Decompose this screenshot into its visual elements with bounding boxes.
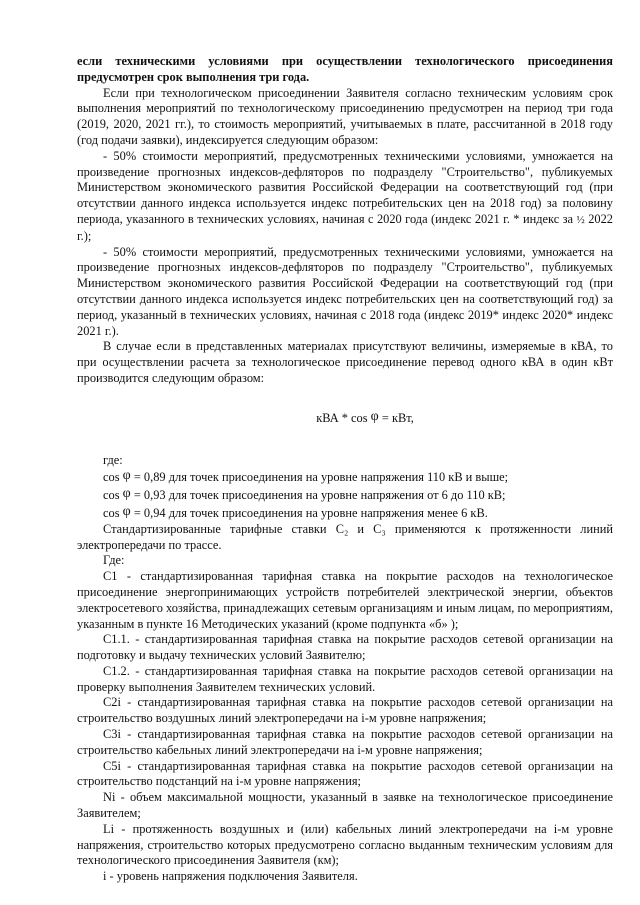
cos-label: cos: [103, 505, 120, 520]
cos-phi-item: [77, 504, 613, 522]
section-heading: если техническими условиями при осуществлении технологического присоединения предусмотрен срок выполнения три года.: [77, 54, 613, 84]
cos-phi-item: [77, 486, 613, 504]
definition-c1-2: C1.2. - стандартизированная тарифная ставка на покрытие расходов сетевой организации на проверку выполнения Заявителем технических условий.: [77, 663, 613, 694]
definition-c2i: C2i - стандартизированная тарифная ставка на покрытие расходов сетевой организации на строительство воздушных линий электропередачи на i-м уровне напряжения;: [77, 695, 613, 726]
formula-right: = кВт,: [381, 410, 414, 425]
cos-phi-list: [77, 468, 613, 521]
paragraph-tariff-rates: Стандартизированные тарифные ставки C₂ и C₃ применяются к протяженности линий электропередачи по трассе.: [77, 521, 613, 552]
cos-label: cos: [103, 488, 120, 503]
paragraph-indexation-2: - 50% стоимости мероприятий, предусмотренных техническими условиями, умножается на произведение прогнозных индексов-дефляторов по подразделу "Строительство", публикуемых Министерством экономического развития Российской Федерации на соответствующий год (при отсутствии данного индекса используется индекс потребительских цен на соответствующий год) за период, указанный в технических условиях, начиная с 2018 года (индекс 2019* индекс 2020* индекс 2021 г.).: [77, 244, 613, 338]
phi-symbol: φ: [122, 486, 131, 502]
cos-label: cos: [103, 470, 120, 485]
document-page: [77, 54, 613, 885]
definition-c5i: C5i - стандартизированная тарифная ставка на покрытие расходов сетевой организации на строительство подстанций на i-м уровне напряжения;: [77, 758, 613, 789]
cos-value-text: = 0,94 для точек присоединения на уровне напряжения менее 6 кВ.: [133, 505, 488, 520]
conversion-formula: [77, 409, 613, 427]
cos-phi-item: [77, 468, 613, 486]
where-label: где:: [103, 452, 123, 467]
paragraph-indexation-1-end: 2022 г.);: [77, 211, 613, 243]
where-label-2: Где:: [103, 553, 125, 568]
fraction-half: ½: [576, 213, 585, 226]
phi-symbol: φ: [122, 503, 131, 519]
paragraph-indexation-1-text: - 50% стоимости мероприятий, предусмотренных техническими условиями, умножается на произведение прогнозных индексов-дефляторов по подразделу "Строительство", публикуемых Министерством экономического развития Российской Федерации на соответствующий год (при отсутствии данного индекса используется индекс потребительских цен на 2018 год) за половину периода, указанного в технических условиях, начиная с 2020 года (индекс 2021 г. * индекс за: [77, 148, 613, 226]
definition-li: Li - протяженность воздушных и (или) кабельных линий электропередачи на i-м уровне напряжения, строительство которых предусмотрено согласно выданным техническим условиям для технологического присоединения Заявителя (км);: [77, 821, 613, 868]
formula-left: кВА * cos: [316, 410, 368, 425]
definition-c1: C1 - стандартизированная тарифная ставка на покрытие расходов на технологическое присоединение энергопринимающих устройств потребителей электрической энергии, объектов электросетевого хозяйства, принадлежащих сетевым организациям и иным лицам, по мероприятиям, указанным в пункте 16 Методических указаний (кроме подпункта «б» );: [77, 569, 613, 631]
formula-phi: φ: [370, 408, 379, 424]
paragraph-indexation-1: [77, 149, 613, 245]
paragraph-intro: Если при технологическом присоединении Заявителя согласно техническим условиям срок выполнения мероприятий по технологическому присоединению предусмотрен на период три года (2019, 2020, 2021 гг.), то стоимость мероприятий, учитываемых в плате, рассчитанной в 2018 году (год подачи заявки), индексируется следующим образом:: [77, 85, 613, 147]
definition-c3i: C3i - стандартизированная тарифная ставка на покрытие расходов сетевой организации на строительство кабельных линий электропередачи на i-м уровне напряжения;: [77, 727, 613, 757]
cos-value-text: = 0,93 для точек присоединения на уровне напряжения от 6 до 110 кВ;: [133, 488, 506, 503]
definition-c1-1: C1.1. - стандартизированная тарифная ставка на покрытие расходов сетевой организации на подготовку и выдачу технических условий Заявителю;: [77, 632, 613, 663]
cos-value-text: = 0,89 для точек присоединения на уровне напряжения 110 кВ и выше;: [133, 470, 509, 485]
phi-symbol: φ: [122, 468, 131, 484]
definition-i: i - уровень напряжения подключения Заявителя.: [103, 869, 358, 884]
paragraph-kva-conversion: В случае если в представленных материалах присутствуют величины, измеряемые в кВА, то при осуществлении расчета за технологическое присоединение перевод одного кВА в один кВт производится следующим образом:: [77, 339, 613, 385]
definition-ni: Ni - объем максимальной мощности, указанный в заявке на технологическое присоединение Заявителем;: [77, 790, 613, 821]
